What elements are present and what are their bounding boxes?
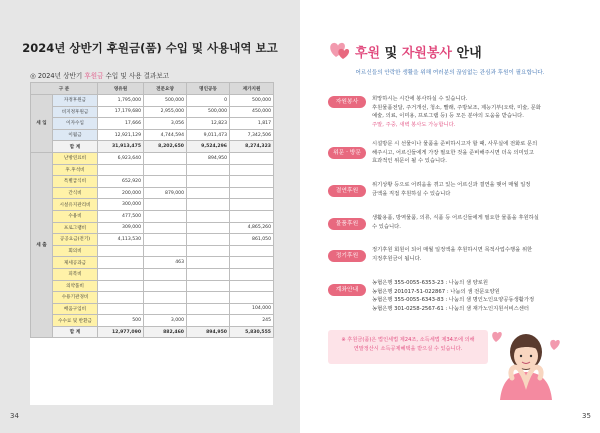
total-cell: 882,460 [144,326,187,338]
row-label: 수용기관경비 [53,292,98,304]
table-cell [230,187,274,199]
desc-line: 위기상황 등으로 어려움을 겪고 있는 어르신과 결연을 맺어 매월 일정 [372,182,531,188]
table-cell: 17,666 [98,118,144,130]
table-cell [98,257,144,269]
table-cell [230,292,274,304]
table-cell: 450,000 [230,106,274,118]
table-cell: 4,865,260 [230,222,274,234]
table-header-cell: 재가지원 [230,83,274,95]
total-cell: 894,950 [187,326,230,338]
total-label: 합 계 [53,326,98,338]
table-cell [144,152,187,164]
table-cell [230,176,274,188]
row-label: 이자수입 [53,118,98,130]
table-cell: 9,011,473 [187,129,230,141]
table-cell [144,210,187,222]
table-cell [230,152,274,164]
desc-line: 희망하시는 시간에 봉사하실 수 있습니다. [372,96,468,102]
table-row [31,303,274,315]
row-label: 프로그램비 [53,222,98,234]
badge-regular: 정기후원 [328,250,366,262]
row-label: 피복비 [53,268,98,280]
table-cell: 3,000 [144,315,187,327]
notice-line: 연말정산시 소득공제혜택을 받으실 수 있습니다. [353,346,463,352]
table-cell [187,315,230,327]
income-group-label: 세 입 [31,95,53,153]
table-cell: 500,000 [187,106,230,118]
tax-notice-text [332,336,484,354]
desc-regular [372,246,572,263]
total-cell: 8,202,650 [144,141,187,153]
expense-total-row [31,326,274,338]
report-subheader [30,70,169,80]
subheader-highlight: 후원금 [84,72,104,80]
table-cell: 245 [230,315,274,327]
desc-line: 효과적인 위문이 될 수 있습니다. [372,158,447,165]
table-cell [98,303,144,315]
row-label: 의약품비 [53,280,98,292]
table-cell: 17,179,680 [98,106,144,118]
table-cell [98,268,144,280]
desc-line: 수 있습니다. [372,223,401,230]
row-label: 난방연료비 [53,152,98,164]
account-line: 농협은행 355-0055-6343-83 : 나눔의 샘 명인노인요양공동생활가정 [372,297,535,304]
row-label: 특별급식비 [53,176,98,188]
table-row [31,176,274,188]
table-cell: 463 [144,257,187,269]
table-cell [230,164,274,176]
table-row [31,234,274,246]
table-cell [98,280,144,292]
table-cell [187,234,230,246]
table-row [31,95,274,107]
row-label: 수용비 [53,210,98,222]
table-cell: 3,056 [144,118,187,130]
table-header-cell: 구 분 [31,83,98,95]
table-cell: 500 [98,315,144,327]
row-label: 배움구입비 [53,303,98,315]
account-line: 농협은행 301-0258-2567-61 : 나눔의 샘 재가노인지원서비스센터 [372,305,529,312]
table-cell [144,280,187,292]
table-row [31,187,274,199]
table-header-cell: 명인공동 [187,83,230,95]
badge-sponsorship: 결연후원 [328,185,366,197]
table-row [31,106,274,118]
table-cell: 4,113,530 [98,234,144,246]
report-table-container [30,82,273,405]
total-cell: 9,524,296 [187,141,230,153]
desc-volunteer [372,95,572,129]
table-cell [187,187,230,199]
title-and: 및 [384,46,398,61]
table-cell [187,280,230,292]
table-row [31,315,274,327]
table-cell [187,303,230,315]
account-line: 농협은행 355-0055-6353-23 : 나눔의 샘 양로원 [372,280,489,286]
report-table [30,82,274,338]
table-row [31,210,274,222]
table-cell: 652,920 [98,176,144,188]
table-cell [144,176,187,188]
title-volunteer: 자원봉사 [401,46,452,61]
table-header-row [31,83,274,95]
table-cell: 861,050 [230,234,274,246]
title-support: 후원 [355,46,381,61]
desc-line: 예술, 의료, 이미용, 프로그램 등) 등 모든 분야의 도움을 받습니다. [372,113,524,120]
table-cell: 1,817 [230,118,274,130]
table-row [31,268,274,280]
heart-hands-person-illustration [490,320,562,400]
table-cell [187,222,230,234]
badge-visit: 위문 · 방문 [328,147,366,159]
badge-volunteer: 자원봉사 [328,96,366,108]
row-label: 공공요금(전기) [53,234,98,246]
row-label: 제세공과금 [53,257,98,269]
table-cell: 1,795,000 [98,95,144,107]
table-cell [230,268,274,280]
table-cell [187,199,230,211]
expense-group-label: 세 출 [31,152,53,338]
account-line: 농협은행 201017-51-022867 : 나눔의 샘 전문요양원 [372,288,500,295]
table-cell [144,199,187,211]
table-cell [230,210,274,222]
table-header-cell: 전문요양 [144,83,187,95]
table-cell [187,257,230,269]
income-total-row [31,141,274,153]
table-cell: 200,000 [98,187,144,199]
total-cell: 5,830,555 [230,326,274,338]
badge-goods: 물품후원 [328,218,366,230]
table-cell: 2,955,000 [144,106,187,118]
desc-accounts [372,279,572,313]
table-cell [187,210,230,222]
table-cell [187,176,230,188]
page-number-right: 35 [582,412,591,420]
desc-line: 지정후원금이 됩니다. [372,255,422,262]
row-label: 시설유지관리비 [53,199,98,211]
table-cell: 0 [187,95,230,107]
table-cell [144,245,187,257]
total-label: 합 계 [53,141,98,153]
table-row [31,245,274,257]
desc-line: 해주시고, 어르신들에게 가장 필요한 것을 준비해주시면 더욱 의미있고 [372,149,534,156]
row-label: 간식비 [53,187,98,199]
table-cell: 894,950 [187,152,230,164]
table-cell: 309,000 [98,222,144,234]
row-label: 회의비 [53,245,98,257]
table-row [31,152,274,164]
table-cell [98,245,144,257]
desc-goods [372,214,572,231]
table-cell [230,199,274,211]
table-cell [230,280,274,292]
table-row [31,199,274,211]
desc-note: 주말, 주중, 새벽 봉사도 가능합니다. [372,121,456,128]
table-header-cell: 영유원 [98,83,144,95]
table-row [31,292,274,304]
page-number-left: 34 [10,412,19,420]
table-row [31,164,274,176]
table-cell [187,292,230,304]
support-intro: 어르신들의 안락한 생활을 위해 여러분의 끊임없는 관심과 후원이 필요합니다. [355,70,545,76]
subheader-suffix: 수입 및 사용 결과보고 [105,72,170,80]
table-cell [187,245,230,257]
table-cell [98,164,144,176]
support-title [355,42,482,61]
table-cell [144,303,187,315]
table-cell [144,164,187,176]
desc-line: 생활용품, 방역물품, 의류, 식품 등 어르신들에게 필요한 물품을 후원하실 [372,215,539,221]
table-cell [144,234,187,246]
desc-line: 후원물품전달, 주거개선, 청소, 빨래, 주방보조, 제능기부(오락, 미술, 문화 [372,104,541,111]
row-label: 비지정후원금 [53,106,98,118]
table-cell: 104,000 [230,303,274,315]
table-row [31,280,274,292]
total-cell: 31,913,475 [98,141,144,153]
desc-line: 정기후원 회원이 되어 매월 일정액을 후원하시면 목적사업수행을 위한 [372,247,533,253]
table-cell [144,292,187,304]
table-cell [144,268,187,280]
row-label: 수수료 및 반환금 [53,315,98,327]
table-cell [187,164,230,176]
table-cell [230,245,274,257]
row-label: 자정후원금 [53,95,98,107]
table-cell: 500,000 [230,95,274,107]
table-row [31,129,274,141]
total-cell: 12,977,090 [98,326,144,338]
desc-line: 시설방문 시 선물이나 물품을 준비하시고자 할 때, 사무실에 전화로 문의 [372,141,538,147]
subheader-prefix: ◎ 2024년 상반기 [30,72,83,80]
total-cell: 8,274,323 [230,141,274,153]
table-cell [187,268,230,280]
table-cell: 6,923,640 [98,152,144,164]
table-cell [98,292,144,304]
report-title: 2024년 상반기 후원금(품) 수입 및 사용내역 보고 [22,41,278,55]
table-cell [230,257,274,269]
badge-accounts: 계좌안내 [328,284,366,296]
row-label: 이월금 [53,129,98,141]
desc-sponsorship [372,181,572,198]
table-cell: 300,000 [98,199,144,211]
desc-visit [372,140,572,166]
table-cell: 12,823 [187,118,230,130]
table-cell [144,222,187,234]
notice-line: ※ 후원금(품)은 법인세법 제24조, 소득세법 제34조에 의해 [341,337,475,343]
table-cell: 7,342,506 [230,129,274,141]
table-cell: 879,000 [144,187,187,199]
table-row [31,118,274,130]
title-guide: 안내 [456,46,482,61]
table-row [31,222,274,234]
desc-line: 금액을 직접 후원하실 수 있습니다 [372,190,451,197]
table-cell: 500,000 [144,95,187,107]
table-row [31,257,274,269]
table-cell: 12,921,129 [98,129,144,141]
row-label: 후.후석비 [53,164,98,176]
table-cell: 4,744,594 [144,129,187,141]
hearts-icon [329,40,351,60]
table-cell: 477,500 [98,210,144,222]
